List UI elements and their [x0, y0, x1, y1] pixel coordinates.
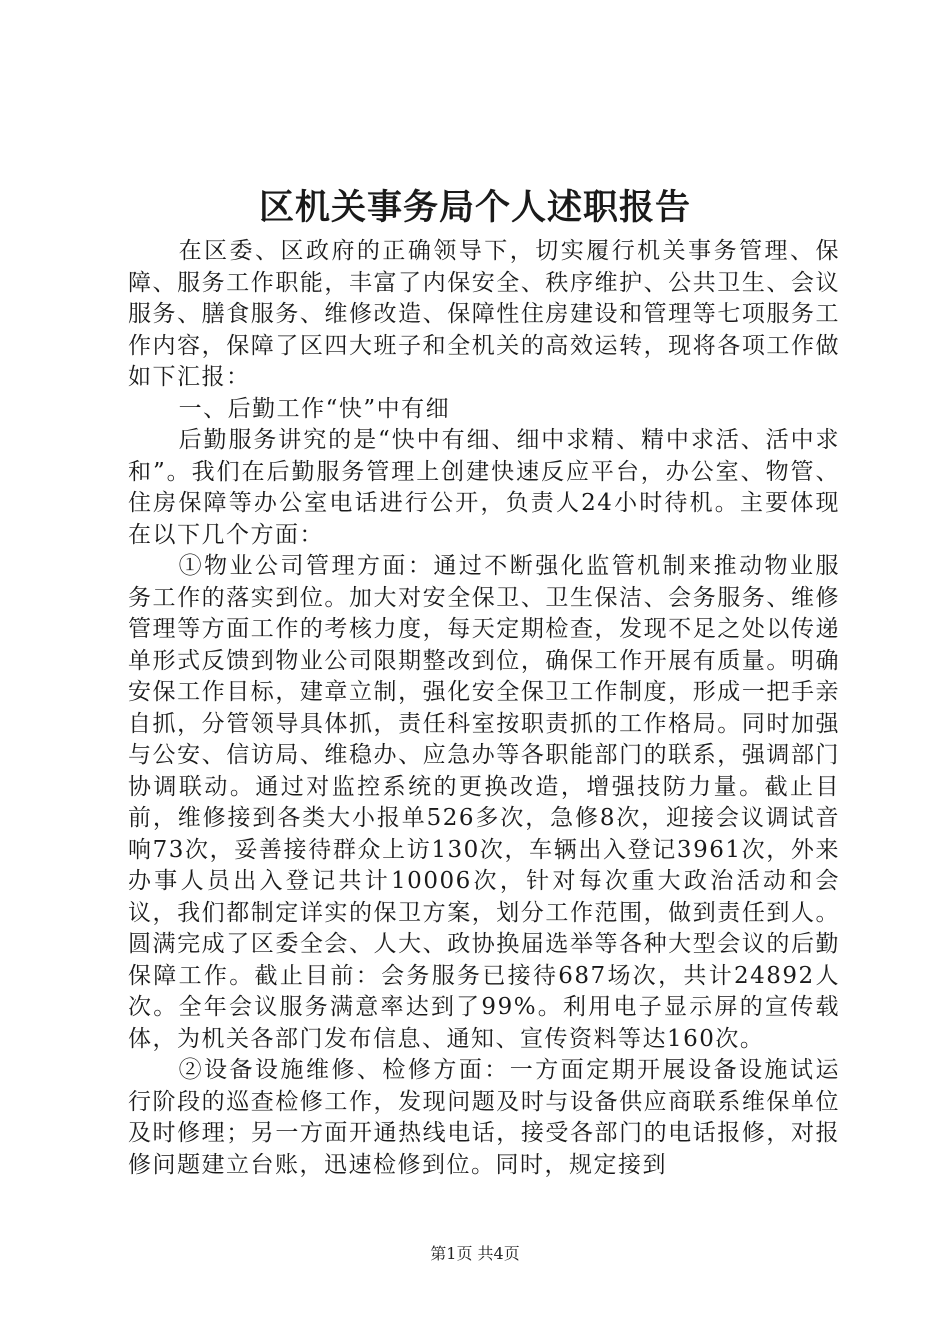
- document-title: 区机关事务局个人述职报告: [258, 187, 691, 228]
- property-management-paragraph: ①物业公司管理方面：通过不断强化监管机制来推动物业服务工作的落实到位。加大对安全保卫、卫生保洁、会务服务、维修管理等方面工作的考核力度，每天定期检查，发现不足之处以传递单形式反馈到物业公司限期整改到位，确保工作开展有质量。明确安保工作目标，建章立制，强化安全保卫工作制度，形成一把手亲自抓，分管领导具体抓，责任科室按职责抓的工作格局。同时加强与公安、信访局、维稳办、应急办等各职能部门的联系，强调部门协调联动。通过对监控系统的更换改造，增强技防力量。截止目前，维修接到各类大小报单526多次，急修8次，迎接会议调试音响73次，妥善接待群众上访130次，车辆出入登记3961次，外来办事人员出入登记共计10006次，针对每次重大政治活动和会议，我们都制定详实的保卫方案，划分工作范围，做到责任到人。圆满完成了区委全会、人大、政协换届选举等各种大型会议的后勤保障工作。截止目前：会务服务已接待687场次，共计24892人次。全年会议服务满意率达到了99%。利用电子显示屏的宣传载体，为机关各部门发布信息、通知、宣传资料等达160次。: [128, 553, 840, 1052]
- page-indicator: 第1页 共4页: [430, 1244, 520, 1263]
- intro-paragraph: 在区委、区政府的正确领导下，切实履行机关事务管理、保障、服务工作职能，丰富了内保安全、秩序维护、公共卫生、会议服务、膳食服务、维修改造、保障性住房建设和管理等七项服务工作内容，保障了区四大班子和全机关的高效运转，现将各项工作做如下汇报：: [128, 238, 840, 390]
- equipment-maintenance-paragraph: ②设备设施维修、检修方面：一方面定期开展设备设施试运行阶段的巡查检修工作，发现问题及时与设备供应商联系维保单位及时修理；另一方面开通热线电话，接受各部门的电话报修，对报修问题建立台账，迅速检修到位。同时，规定接到: [128, 1057, 840, 1178]
- section-heading: 一、后勤工作“快”中有细: [178, 395, 451, 422]
- document-body: [128, 236, 840, 1181]
- section-paragraph: 后勤服务讲究的是“快中有细、细中求精、精中求活、活中求和”。我们在后勤服务管理上创建快速反应平台，办公室、物管、住房保障等办公室电话进行公开，负责人24小时待机。主要体现在以下几个方面：: [128, 427, 840, 548]
